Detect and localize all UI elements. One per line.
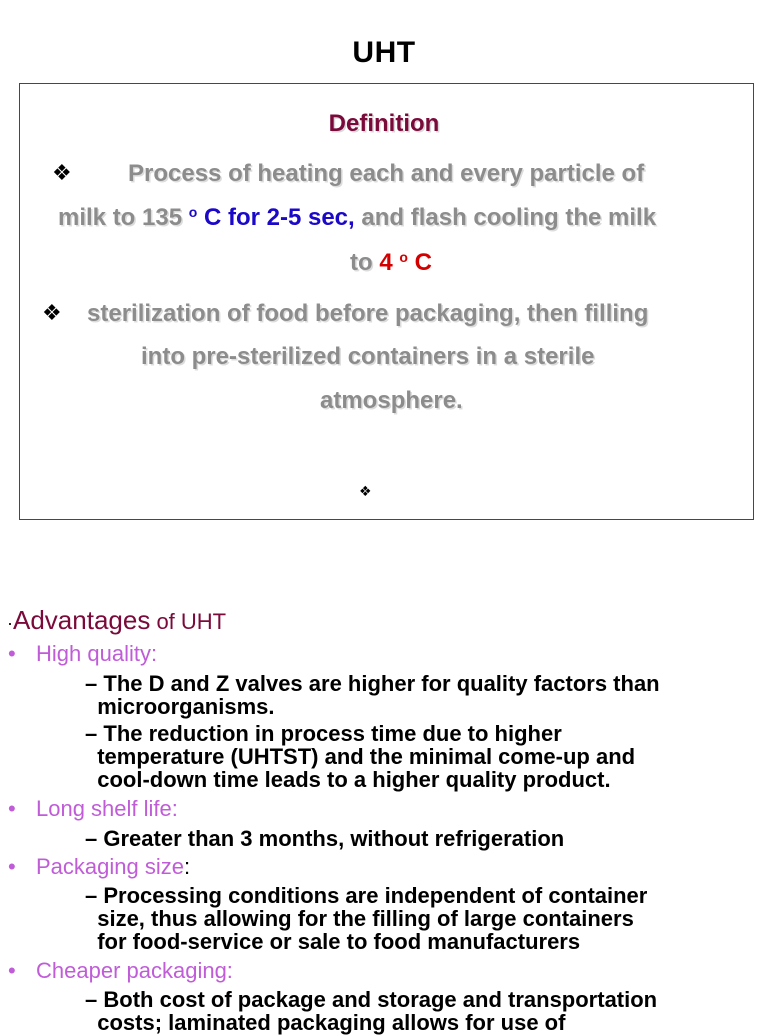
sub-list-item: – The reduction in process time due to higher temperature (UHTST) and the minimal come-up and cool-down time leads to a higher quality product. [85, 721, 636, 792]
definition-text-line: to 4 $^o$ C [350, 249, 432, 276]
sub-list-item: – The D and Z valves are higher for quality factors than microorganisms. [85, 671, 660, 719]
sub-list-item: – Both cost of package and storage and transportation costs; laminated packaging allows for use of [85, 987, 658, 1035]
diamond-bullet-icon: ❖ [52, 160, 72, 185]
sub-list-item: – Greater than 3 months, without refrigeration [85, 826, 565, 851]
sub-list-item: – Processing conditions are independent of container size, thus allowing for the filling of large containers for food-service or sale to food manufacturers [85, 883, 648, 954]
definition-text-line: sterilization of food before packaging, then filling [87, 300, 649, 327]
definition-heading: Definition [328, 110, 440, 137]
list-item: • Long shelf life: [8, 796, 178, 821]
definition-text-line: atmosphere. [320, 387, 463, 414]
list-item: • Cheaper packaging: [8, 958, 233, 983]
diamond-bullet-icon: ❖ [359, 483, 372, 499]
advantages-heading: ·Advantages of UHT [7, 605, 227, 635]
list-item: • High quality: [8, 641, 158, 666]
diamond-bullet-icon: ❖ [42, 300, 62, 325]
list-item: • Packaging size: [8, 854, 191, 879]
definition-text-line: into pre-sterilized containers in a sterile [141, 343, 595, 370]
definition-text-line: milk to 135 $^o$ C for 2-5 sec, and flash cooling the milk [58, 204, 657, 231]
definition-text-line: Process of heating each and every particle of [128, 160, 645, 187]
page-title: UHT [352, 36, 416, 69]
